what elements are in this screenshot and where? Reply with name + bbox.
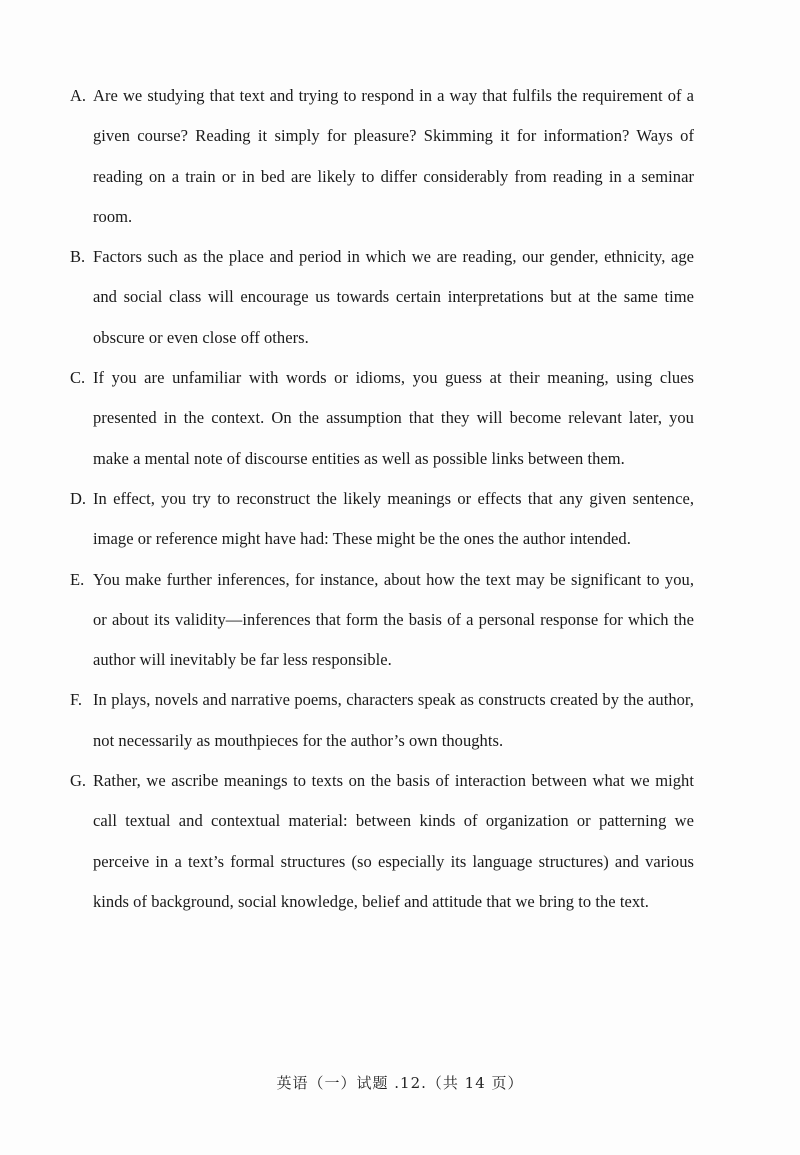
page-footer: 英语（一）试题 .12.（共 14 页） xyxy=(276,1074,524,1092)
option-b xyxy=(70,237,694,358)
option-e xyxy=(70,560,694,681)
option-text: If you are unfamiliar with words or idioms, you guess at their meaning, using clues presented in the context. On the assumption that they will become relevant later, you make a mental note of discourse entities as well as possible links between them. xyxy=(93,368,694,468)
option-letter: E. xyxy=(70,569,85,589)
option-text: In plays, novels and narrative poems, characters speak as constructs created by the author, not necessarily as mouthpieces for the author’s own thoughts. xyxy=(93,690,694,750)
option-text: Are we studying that text and trying to respond in a way that fulfils the requirement of a given course? Reading it simply for pleasure? Skimming it for information? Ways of reading on a train or in bed are likely to differ considerably from reading in a seminar room. xyxy=(93,86,694,226)
answer-options-list xyxy=(70,76,694,922)
option-text: You make further inferences, for instance, about how the text may be significant to you, or about its validity—inferences that form the basis of a personal response for which the author will inevitably be far less responsible. xyxy=(93,569,694,670)
option-text: Factors such as the place and period in which we are reading, our gender, ethnicity, age and social class will encourage us towards certain interpretations but at the same time obscure or even close off others. xyxy=(93,247,694,347)
option-text: Rather, we ascribe meanings to texts on the basis of interaction between what we might call textual and contextual material: between kinds of organization or patterning we perceive in a text’s formal structures (so especially its language structures) and various kinds of background, social knowledge, belief and attitude that we bring to the text. xyxy=(93,771,694,911)
option-f xyxy=(70,680,694,761)
option-g xyxy=(70,761,694,922)
option-letter: B. xyxy=(70,247,86,267)
option-letter: C. xyxy=(70,368,86,388)
option-a xyxy=(70,76,694,237)
option-c xyxy=(70,358,694,479)
option-letter: D. xyxy=(70,488,87,508)
option-text: In effect, you try to reconstruct the likely meanings or effects that any given sentence, image or reference might have had: These might be the ones the author intended. xyxy=(93,488,694,549)
option-letter: G. xyxy=(70,771,87,791)
option-letter: F. xyxy=(70,690,82,710)
option-d xyxy=(70,479,694,560)
option-letter: A. xyxy=(70,86,87,105)
